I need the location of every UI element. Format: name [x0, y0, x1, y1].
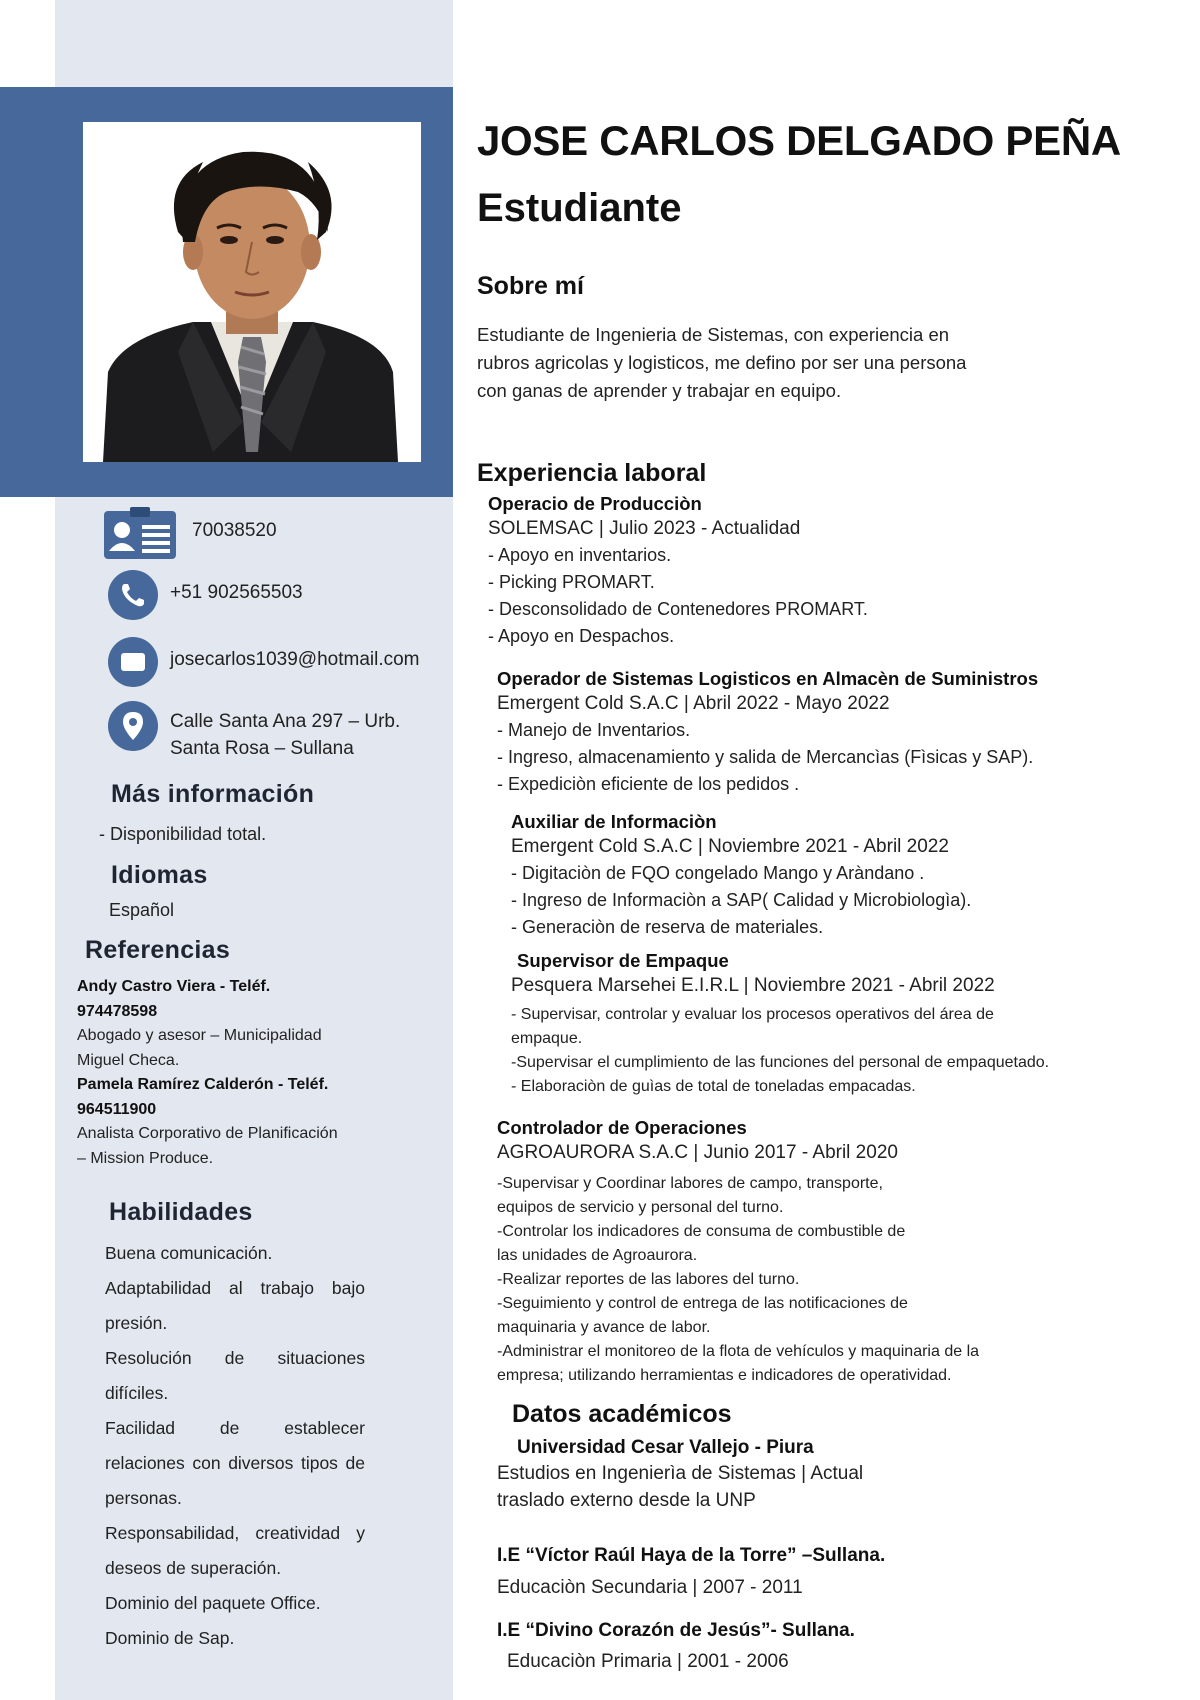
job-duty: - Desconsolidado de Contenedores PROMART.: [488, 599, 868, 619]
more-info-text: - Disponibilidad total.: [99, 824, 267, 844]
languages-heading: Idiomas: [111, 861, 208, 889]
job-duty: equipos de servicio y personal del turno.: [497, 1199, 784, 1216]
school-detail: traslado externo desde la UNP: [497, 1490, 756, 1511]
phone-icon: [108, 570, 158, 625]
location-pin-icon: [108, 701, 158, 756]
job-duty: - Elaboraciòn de guìas de total de toneladas empacadas.: [511, 1078, 916, 1095]
job-duty: - Digitaciòn de FQO congelado Mango y Aràndano .: [511, 863, 925, 883]
skill-item: Buena comunicación.: [105, 1243, 273, 1263]
job-entry: [497, 1115, 1157, 1388]
address-line1: Calle Santa Ana 297 – Urb.: [170, 711, 401, 732]
skills-list: [105, 1236, 365, 1656]
job-duty: -Seguimiento y control de entrega de las notificaciones de: [497, 1295, 908, 1312]
dni-number: 70038520: [192, 520, 277, 541]
skill-item: Dominio de Sap.: [105, 1628, 235, 1648]
education-heading: Datos académicos: [512, 1400, 732, 1428]
about-heading: Sobre mí: [477, 272, 584, 300]
more-info-heading: Más información: [111, 780, 315, 808]
job-company: Emergent Cold S.A.C | Noviembre 2021 - Abril 2022: [511, 836, 949, 857]
job-title: Controlador de Operaciones: [497, 1117, 747, 1138]
school-detail: Educaciòn Primaria | 2001 - 2006: [507, 1651, 789, 1672]
job-duty: - Apoyo en Despachos.: [488, 626, 675, 646]
job-duty: - Ingreso, almacenamiento y salida de Mercancìas (Fìsicas y SAP).: [497, 747, 1034, 767]
person-role: Estudiante: [477, 186, 682, 230]
school-detail: Estudios en Ingenierìa de Sistemas | Actual: [497, 1463, 864, 1484]
about-line: con ganas de aprender y trabajar en equipo.: [477, 380, 842, 401]
reference-role: Analista Corporativo de Planificación – Mission Produce.: [77, 1125, 338, 1167]
school-name: I.E “Divino Corazón de Jesús”- Sullana.: [497, 1620, 855, 1641]
about-line: Estudiante de Ingenieria de Sistemas, con experiencia en: [477, 324, 950, 345]
job-title: Operacio de Producciòn: [488, 493, 702, 514]
address-line2: Santa Rosa – Sullana: [170, 738, 354, 759]
job-duty: -Realizar reportes de las labores del turno.: [497, 1271, 800, 1288]
job-duty: - Supervisar, controlar y evaluar los procesos operativos del área de: [511, 1006, 994, 1023]
reference-name: Andy Castro Viera - Teléf. 974478598: [77, 978, 271, 1020]
job-title: Supervisor de Empaque: [517, 950, 729, 971]
job-duty: maquinaria y avance de labor.: [497, 1319, 711, 1336]
skill-item: Adaptabilidad al trabajo bajo presión.: [105, 1278, 365, 1333]
job-duty: - Generaciòn de reserva de materiales.: [511, 917, 824, 937]
skills-heading: Habilidades: [109, 1198, 253, 1226]
email-address[interactable]: josecarlos1039@hotmail.com: [170, 649, 420, 670]
skill-item: Resolución de situaciones difíciles.: [105, 1348, 365, 1403]
references-list: [77, 975, 342, 1171]
job-duty: -Controlar los indicadores de consuma de combustible de: [497, 1223, 906, 1240]
job-entry: [511, 809, 1161, 941]
job-title: Operador de Sistemas Logisticos en Almacèn de Suministros: [497, 668, 1039, 689]
job-duty: empaque.: [511, 1030, 583, 1047]
school-name: Universidad Cesar Vallejo - Piura: [517, 1437, 814, 1458]
job-duty: -Supervisar el cumplimiento de las funciones del personal de empaquetado.: [511, 1054, 1050, 1071]
about-text: [477, 321, 1037, 405]
languages-text: Español: [109, 900, 175, 920]
school-name: I.E “Víctor Raúl Haya de la Torre” –Sullana.: [497, 1545, 886, 1566]
job-duty: - Ingreso de Informaciòn a SAP( Calidad y Microbiologìa).: [511, 890, 972, 910]
job-duty: - Apoyo en inventarios.: [488, 545, 672, 565]
job-entry: [511, 948, 1191, 1099]
job-company: AGROAURORA S.A.C | Junio 2017 - Abril 2020: [497, 1142, 898, 1163]
job-duty: - Expediciòn eficiente de los pedidos .: [497, 774, 800, 794]
job-duty: -Administrar el monitoreo de la flota de vehículos y maquinaria de la: [497, 1343, 980, 1360]
experience-heading: Experiencia laboral: [477, 459, 707, 487]
skill-item: Responsabilidad, creatividad y deseos de superación.: [105, 1523, 365, 1578]
skill-item: Facilidad de establecer relaciones con diversos tipos de personas.: [105, 1418, 365, 1508]
job-entry: [488, 491, 1148, 650]
job-company: SOLEMSAC | Julio 2023 - Actualidad: [488, 518, 801, 539]
job-duty: empresa; utilizando herramientas e indicadores de operatividad.: [497, 1367, 952, 1384]
profile-photo: [83, 122, 421, 462]
school-detail: Educaciòn Secundaria | 2007 - 2011: [497, 1577, 803, 1598]
email-icon: [108, 637, 158, 692]
job-duty: -Supervisar y Coordinar labores de campo, transporte,: [497, 1175, 883, 1192]
job-duty: las unidades de Agroaurora.: [497, 1247, 698, 1264]
job-title: Auxiliar de Informaciòn: [511, 811, 717, 832]
references-heading: Referencias: [85, 936, 231, 964]
reference-name: Pamela Ramírez Calderón - Teléf. 964511900: [77, 1076, 329, 1118]
job-duty: - Manejo de Inventarios.: [497, 720, 691, 740]
reference-role: Abogado y asesor – Municipalidad Miguel Checa.: [77, 1027, 322, 1069]
phone-number[interactable]: +51 902565503: [170, 582, 303, 603]
person-name: JOSE CARLOS DELGADO PEÑA: [477, 117, 1121, 164]
job-duty: - Picking PROMART.: [488, 572, 655, 592]
job-company: Pesquera Marsehei E.I.R.L | Noviembre 2021 - Abril 2022: [511, 975, 995, 996]
job-company: Emergent Cold S.A.C | Abril 2022 - Mayo 2022: [497, 693, 890, 714]
skill-item: Dominio del paquete Office.: [105, 1593, 321, 1613]
job-entry: [497, 666, 1157, 798]
about-line: rubros agricolas y logisticos, me defino por ser una persona: [477, 352, 967, 373]
id-card-icon: [104, 507, 176, 564]
